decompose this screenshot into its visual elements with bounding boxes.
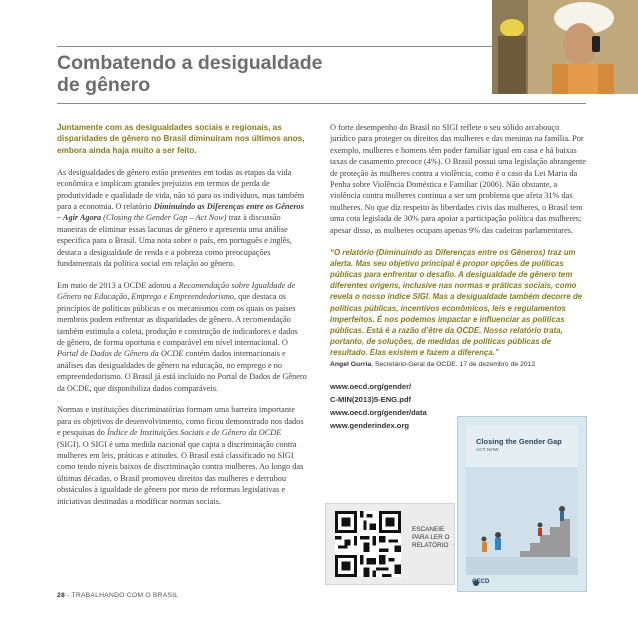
page-number: 28 (57, 592, 65, 599)
cover-subtitle: ACT NOW (476, 448, 499, 453)
left-column (57, 122, 307, 518)
oecd-logo: OECD (472, 579, 490, 585)
paragraph-recommendation: Em maio de 2013 a OCDE adotou a Recomendação sobre Igualdade de Gênero na Educação, Emprego e Empreendedorismo, que destaca os princípios de políticas públicas e os mecanismos com os quais os países membros podem enfrentar as disparidades de gênero. A recomendação também estimula a coleta, produção e construção de indicadores e dados de gênero, de forma oportuna e comparável em nível internacional. O Portal de Dados de Gênero da OCDE contém dados internacionais e análises das desigualdades de gênero na educação, no emprego e no empreendedorismo. O Brasil já está incluído no Portal de Dados de Gênero da OCDE, que disponibiliza dados comparáveis. (57, 280, 307, 393)
title-line-1: Combatendo a desigualdade (57, 52, 323, 74)
title-top-rule (57, 46, 492, 47)
page-title (57, 52, 387, 96)
footer-section: - TRABALHANDO COM O BRASIL (64, 592, 179, 599)
page-footer (57, 592, 178, 599)
title-line-2: de gênero (57, 74, 151, 96)
qr-code-panel (325, 503, 455, 585)
lead-paragraph: Juntamente com as desigualdades sociais e regionais, as disparidades de gênero no Brasil diminuíram nos últimos anos, embora ainda haja muito a ser feito. (57, 123, 305, 155)
qr-caption: ESCANEIE PARA LER O RELATÓRIO (412, 526, 450, 550)
pull-quote: “O relatório (Diminuindo as Diferenças entre os Gêneros) traz um alerta. Mas seu objetivo principal é propor opções de políticas públicas para enfrentar o desafio. A desigualdade de gênero tem diferentes origens, inclusive nas normas e práticas sociais, como revela o nosso índice SIGI. Mas a desigualdade também decorre de políticas públicas, incentivos econômicos, leis e regulamentos imperfeitos. É nos podemos impactar e influenciar as políticas públicas. Está é a razão d’être da OCDE. Nosso relatório trata, portanto, de soluções, de medidas de políticas públicas de resultado. Elas existem e fazem a diferença.” (330, 247, 583, 358)
paragraph-sigi: Normas e instituições discriminatórias formam uma barreira importante para os objetivos de desenvolvimento, como ficou demonstrado nos dados e pesquisas do Índice de Instituições Sociais e de Gênero da OCDE (SIGI). O SIGI é uma medida nacional que capta a discriminação contra mulheres em leis, práticas e atitudes. O Brasil está classificado no SIGI como tendo níveis baixos de discriminação contra mulheres. Ao longo das últimas décadas, o Brasil promoveu direitos das mulheres e derrubou obstáculos à igualdade de gênero por meio de reformas legislativas e iniciativas destinadas a modificar normas sociais. (57, 405, 304, 506)
link-gender-data[interactable]: www.oecd.org/gender/data (330, 408, 427, 418)
quote-attribution: Angel Gurría, Secretário-Geral da OCDE. 17 de dezembro de 2012 (330, 360, 536, 368)
link-oecd-gender[interactable]: www.oecd.org/gender/ (330, 382, 412, 392)
link-cmin-pdf[interactable]: C-MIN(2013)5-ENG.pdf (330, 395, 412, 405)
cover-title: Closing the Gender Gap (476, 437, 562, 446)
paragraph-gender-gap: As desigualdades de gênero estão presentes em todas as etapas da vida econômica e implicam grandes prejuízos em termos de perda de produtividade e qualidade de vida, não só para os indivíduos, mas também para a economia. O relatório Diminuindo as Diferenças entre os Gêneros – Agir Agora (Closing the Gender Gap – Act Now) traz à discussão maneiras de eliminar essas lacunas de gênero e apresenta uma análise específica para o Brasil. Uma nota sobre o país, em português e inglês, destaca a desigualdade de renda e a pobreza como preocupações fundamentais da política social em relação ao gênero. (57, 167, 305, 268)
link-genderindex[interactable]: www.genderindex.org (330, 421, 410, 431)
hero-photo-woman-hard-hat (492, 0, 638, 94)
right-column (330, 122, 586, 443)
title-bottom-rule (57, 103, 586, 104)
qr-code[interactable] (335, 511, 401, 577)
report-cover (457, 416, 587, 592)
paragraph-brazil-sigi: O forte desempenho do Brasil no SIGI reflete o seu sólido arcabouço jurídico para proteger os direitos das mulheres e das meninas na família. Por exemplo, mulheres e homens têm poder familiar igual em casa e há baixas taxas de casamento precoce (4%). O Brasil possui uma legislação abrangente de proteção às mulheres contra a violência, como é o caso da Lei Maria da Penha sobre Violência Doméstica e Familiar (2006). Não obstante, a violência contra mulheres continua a ser um problema que afeta 31% das mulheres. No que diz respeito às liberdades civis das mulheres, o Brasil tem uma cota legislada de 30% para apoiar a participação política das mulheres; apesar disso, as mulheres ocupam apenas 9% das cadeiras parlamentares. (330, 123, 586, 235)
